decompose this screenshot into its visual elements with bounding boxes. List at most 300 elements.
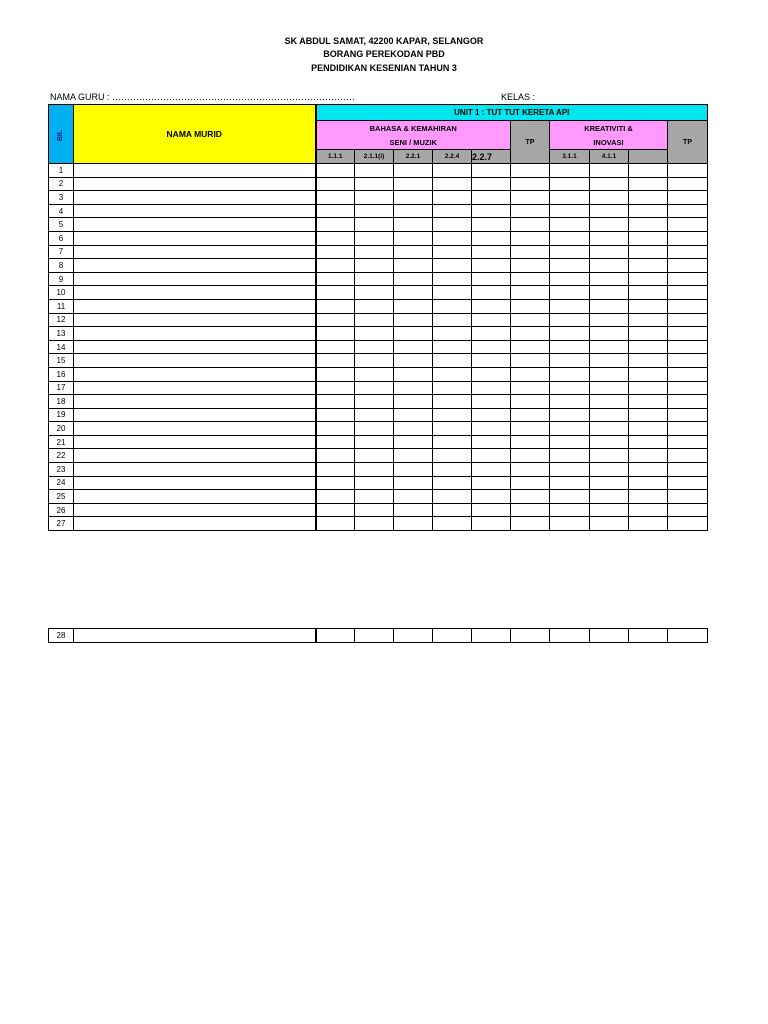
student-name-cell[interactable] bbox=[74, 231, 316, 245]
score-cell[interactable] bbox=[472, 340, 511, 354]
score-cell[interactable] bbox=[550, 354, 590, 368]
score-cell[interactable] bbox=[668, 422, 708, 436]
score-cell[interactable] bbox=[511, 218, 550, 232]
score-cell[interactable] bbox=[550, 476, 590, 490]
score-cell[interactable] bbox=[511, 381, 550, 395]
score-cell[interactable] bbox=[550, 177, 590, 191]
student-name-cell[interactable] bbox=[74, 259, 316, 273]
score-cell[interactable] bbox=[668, 177, 708, 191]
score-cell[interactable] bbox=[511, 191, 550, 205]
score-cell[interactable] bbox=[590, 218, 629, 232]
score-cell[interactable] bbox=[355, 435, 394, 449]
score-cell[interactable] bbox=[629, 463, 668, 477]
score-cell[interactable] bbox=[472, 490, 511, 504]
score-cell[interactable] bbox=[590, 286, 629, 300]
score-cell[interactable] bbox=[629, 503, 668, 517]
score-cell[interactable] bbox=[433, 313, 472, 327]
score-cell[interactable] bbox=[355, 476, 394, 490]
score-cell[interactable] bbox=[550, 191, 590, 205]
score-cell[interactable] bbox=[668, 218, 708, 232]
score-cell[interactable] bbox=[590, 435, 629, 449]
score-cell[interactable] bbox=[550, 367, 590, 381]
score-cell[interactable] bbox=[472, 313, 511, 327]
score-cell[interactable] bbox=[668, 517, 708, 531]
score-cell[interactable] bbox=[433, 629, 472, 643]
score-cell[interactable] bbox=[472, 476, 511, 490]
score-cell[interactable] bbox=[316, 245, 355, 259]
score-cell[interactable] bbox=[629, 449, 668, 463]
student-name-cell[interactable] bbox=[74, 245, 316, 259]
student-name-cell[interactable] bbox=[74, 218, 316, 232]
student-name-cell[interactable] bbox=[74, 517, 316, 531]
score-cell[interactable] bbox=[590, 503, 629, 517]
score-cell[interactable] bbox=[433, 449, 472, 463]
score-cell[interactable] bbox=[355, 503, 394, 517]
score-cell[interactable] bbox=[550, 449, 590, 463]
score-cell[interactable] bbox=[550, 629, 590, 643]
score-cell[interactable] bbox=[590, 191, 629, 205]
score-cell[interactable] bbox=[511, 629, 550, 643]
score-cell[interactable] bbox=[511, 422, 550, 436]
score-cell[interactable] bbox=[355, 313, 394, 327]
score-cell[interactable] bbox=[316, 286, 355, 300]
score-cell[interactable] bbox=[590, 408, 629, 422]
score-cell[interactable] bbox=[668, 327, 708, 341]
score-cell[interactable] bbox=[511, 476, 550, 490]
score-cell[interactable] bbox=[668, 449, 708, 463]
score-cell[interactable] bbox=[316, 463, 355, 477]
score-cell[interactable] bbox=[629, 490, 668, 504]
score-cell[interactable] bbox=[511, 435, 550, 449]
score-cell[interactable] bbox=[433, 164, 472, 178]
score-cell[interactable] bbox=[472, 449, 511, 463]
score-cell[interactable] bbox=[511, 463, 550, 477]
score-cell[interactable] bbox=[316, 422, 355, 436]
student-name-cell[interactable] bbox=[74, 490, 316, 504]
score-cell[interactable] bbox=[316, 231, 355, 245]
score-cell[interactable] bbox=[316, 218, 355, 232]
score-cell[interactable] bbox=[668, 354, 708, 368]
score-cell[interactable] bbox=[316, 164, 355, 178]
score-cell[interactable] bbox=[590, 245, 629, 259]
score-cell[interactable] bbox=[394, 395, 433, 409]
score-cell[interactable] bbox=[629, 422, 668, 436]
score-cell[interactable] bbox=[316, 272, 355, 286]
score-cell[interactable] bbox=[629, 164, 668, 178]
score-cell[interactable] bbox=[550, 231, 590, 245]
score-cell[interactable] bbox=[394, 327, 433, 341]
score-cell[interactable] bbox=[590, 381, 629, 395]
score-cell[interactable] bbox=[511, 490, 550, 504]
score-cell[interactable] bbox=[511, 449, 550, 463]
score-cell[interactable] bbox=[355, 245, 394, 259]
score-cell[interactable] bbox=[433, 408, 472, 422]
score-cell[interactable] bbox=[668, 381, 708, 395]
score-cell[interactable] bbox=[316, 313, 355, 327]
student-name-cell[interactable] bbox=[74, 435, 316, 449]
score-cell[interactable] bbox=[472, 367, 511, 381]
score-cell[interactable] bbox=[472, 354, 511, 368]
score-cell[interactable] bbox=[511, 177, 550, 191]
score-cell[interactable] bbox=[355, 286, 394, 300]
score-cell[interactable] bbox=[590, 340, 629, 354]
score-cell[interactable] bbox=[550, 463, 590, 477]
score-cell[interactable] bbox=[355, 259, 394, 273]
score-cell[interactable] bbox=[629, 476, 668, 490]
score-cell[interactable] bbox=[590, 517, 629, 531]
student-name-cell[interactable] bbox=[74, 177, 316, 191]
score-cell[interactable] bbox=[394, 245, 433, 259]
score-cell[interactable] bbox=[433, 204, 472, 218]
score-cell[interactable] bbox=[394, 435, 433, 449]
student-name-cell[interactable] bbox=[74, 164, 316, 178]
score-cell[interactable] bbox=[590, 463, 629, 477]
score-cell[interactable] bbox=[316, 476, 355, 490]
score-cell[interactable] bbox=[472, 218, 511, 232]
score-cell[interactable] bbox=[472, 164, 511, 178]
score-cell[interactable] bbox=[355, 381, 394, 395]
score-cell[interactable] bbox=[511, 286, 550, 300]
score-cell[interactable] bbox=[394, 408, 433, 422]
score-cell[interactable] bbox=[394, 164, 433, 178]
score-cell[interactable] bbox=[668, 313, 708, 327]
score-cell[interactable] bbox=[590, 313, 629, 327]
score-cell[interactable] bbox=[629, 218, 668, 232]
score-cell[interactable] bbox=[433, 245, 472, 259]
score-cell[interactable] bbox=[433, 286, 472, 300]
score-cell[interactable] bbox=[394, 177, 433, 191]
score-cell[interactable] bbox=[550, 204, 590, 218]
score-cell[interactable] bbox=[472, 381, 511, 395]
score-cell[interactable] bbox=[316, 354, 355, 368]
score-cell[interactable] bbox=[472, 503, 511, 517]
score-cell[interactable] bbox=[394, 422, 433, 436]
score-cell[interactable] bbox=[355, 231, 394, 245]
score-cell[interactable] bbox=[668, 503, 708, 517]
score-cell[interactable] bbox=[472, 422, 511, 436]
score-cell[interactable] bbox=[316, 259, 355, 273]
score-cell[interactable] bbox=[433, 476, 472, 490]
score-cell[interactable] bbox=[629, 313, 668, 327]
score-cell[interactable] bbox=[590, 272, 629, 286]
score-cell[interactable] bbox=[472, 286, 511, 300]
score-cell[interactable] bbox=[433, 463, 472, 477]
score-cell[interactable] bbox=[590, 204, 629, 218]
score-cell[interactable] bbox=[433, 381, 472, 395]
student-name-cell[interactable] bbox=[74, 299, 316, 313]
score-cell[interactable] bbox=[433, 340, 472, 354]
score-cell[interactable] bbox=[394, 299, 433, 313]
score-cell[interactable] bbox=[472, 177, 511, 191]
score-cell[interactable] bbox=[511, 204, 550, 218]
score-cell[interactable] bbox=[355, 340, 394, 354]
score-cell[interactable] bbox=[590, 422, 629, 436]
score-cell[interactable] bbox=[629, 272, 668, 286]
score-cell[interactable] bbox=[629, 381, 668, 395]
student-name-cell[interactable] bbox=[74, 381, 316, 395]
student-name-cell[interactable] bbox=[74, 449, 316, 463]
score-cell[interactable] bbox=[355, 422, 394, 436]
score-cell[interactable] bbox=[316, 299, 355, 313]
score-cell[interactable] bbox=[550, 503, 590, 517]
score-cell[interactable] bbox=[550, 327, 590, 341]
score-cell[interactable] bbox=[433, 327, 472, 341]
score-cell[interactable] bbox=[550, 299, 590, 313]
score-cell[interactable] bbox=[394, 367, 433, 381]
score-cell[interactable] bbox=[316, 191, 355, 205]
score-cell[interactable] bbox=[590, 395, 629, 409]
score-cell[interactable] bbox=[355, 395, 394, 409]
score-cell[interactable] bbox=[394, 231, 433, 245]
score-cell[interactable] bbox=[394, 476, 433, 490]
student-name-cell[interactable] bbox=[74, 476, 316, 490]
score-cell[interactable] bbox=[550, 435, 590, 449]
score-cell[interactable] bbox=[550, 245, 590, 259]
score-cell[interactable] bbox=[668, 191, 708, 205]
student-name-cell[interactable] bbox=[74, 367, 316, 381]
score-cell[interactable] bbox=[355, 490, 394, 504]
score-cell[interactable] bbox=[433, 299, 472, 313]
score-cell[interactable] bbox=[316, 367, 355, 381]
score-cell[interactable] bbox=[511, 340, 550, 354]
score-cell[interactable] bbox=[629, 367, 668, 381]
score-cell[interactable] bbox=[316, 204, 355, 218]
score-cell[interactable] bbox=[433, 490, 472, 504]
score-cell[interactable] bbox=[433, 177, 472, 191]
score-cell[interactable] bbox=[316, 381, 355, 395]
score-cell[interactable] bbox=[394, 381, 433, 395]
score-cell[interactable] bbox=[511, 272, 550, 286]
score-cell[interactable] bbox=[316, 340, 355, 354]
score-cell[interactable] bbox=[433, 231, 472, 245]
score-cell[interactable] bbox=[511, 395, 550, 409]
score-cell[interactable] bbox=[668, 395, 708, 409]
score-cell[interactable] bbox=[394, 629, 433, 643]
score-cell[interactable] bbox=[511, 503, 550, 517]
score-cell[interactable] bbox=[629, 395, 668, 409]
score-cell[interactable] bbox=[316, 449, 355, 463]
score-cell[interactable] bbox=[355, 517, 394, 531]
score-cell[interactable] bbox=[629, 286, 668, 300]
score-cell[interactable] bbox=[433, 503, 472, 517]
score-cell[interactable] bbox=[355, 354, 394, 368]
score-cell[interactable] bbox=[472, 327, 511, 341]
score-cell[interactable] bbox=[668, 367, 708, 381]
score-cell[interactable] bbox=[550, 408, 590, 422]
student-name-cell[interactable] bbox=[74, 354, 316, 368]
score-cell[interactable] bbox=[511, 299, 550, 313]
score-cell[interactable] bbox=[355, 367, 394, 381]
score-cell[interactable] bbox=[394, 354, 433, 368]
score-cell[interactable] bbox=[394, 204, 433, 218]
score-cell[interactable] bbox=[394, 191, 433, 205]
score-cell[interactable] bbox=[668, 164, 708, 178]
score-cell[interactable] bbox=[472, 435, 511, 449]
score-cell[interactable] bbox=[550, 272, 590, 286]
score-cell[interactable] bbox=[433, 395, 472, 409]
student-name-cell[interactable] bbox=[74, 629, 316, 643]
score-cell[interactable] bbox=[511, 354, 550, 368]
score-cell[interactable] bbox=[433, 191, 472, 205]
student-name-cell[interactable] bbox=[74, 272, 316, 286]
score-cell[interactable] bbox=[629, 340, 668, 354]
score-cell[interactable] bbox=[394, 517, 433, 531]
score-cell[interactable] bbox=[629, 245, 668, 259]
score-cell[interactable] bbox=[550, 422, 590, 436]
student-name-cell[interactable] bbox=[74, 422, 316, 436]
score-cell[interactable] bbox=[316, 395, 355, 409]
score-cell[interactable] bbox=[629, 354, 668, 368]
score-cell[interactable] bbox=[668, 286, 708, 300]
score-cell[interactable] bbox=[511, 231, 550, 245]
score-cell[interactable] bbox=[316, 490, 355, 504]
score-cell[interactable] bbox=[629, 629, 668, 643]
score-cell[interactable] bbox=[590, 259, 629, 273]
score-cell[interactable] bbox=[590, 449, 629, 463]
score-cell[interactable] bbox=[472, 191, 511, 205]
score-cell[interactable] bbox=[472, 517, 511, 531]
score-cell[interactable] bbox=[511, 259, 550, 273]
score-cell[interactable] bbox=[394, 286, 433, 300]
score-cell[interactable] bbox=[472, 272, 511, 286]
score-cell[interactable] bbox=[629, 191, 668, 205]
student-name-cell[interactable] bbox=[74, 204, 316, 218]
score-cell[interactable] bbox=[355, 449, 394, 463]
student-name-cell[interactable] bbox=[74, 286, 316, 300]
score-cell[interactable] bbox=[316, 629, 355, 643]
score-cell[interactable] bbox=[433, 367, 472, 381]
score-cell[interactable] bbox=[433, 218, 472, 232]
score-cell[interactable] bbox=[550, 340, 590, 354]
score-cell[interactable] bbox=[668, 408, 708, 422]
score-cell[interactable] bbox=[433, 272, 472, 286]
student-name-cell[interactable] bbox=[74, 463, 316, 477]
score-cell[interactable] bbox=[394, 490, 433, 504]
score-cell[interactable] bbox=[590, 490, 629, 504]
score-cell[interactable] bbox=[629, 259, 668, 273]
score-cell[interactable] bbox=[394, 218, 433, 232]
score-cell[interactable] bbox=[550, 259, 590, 273]
score-cell[interactable] bbox=[668, 629, 708, 643]
score-cell[interactable] bbox=[668, 299, 708, 313]
student-name-cell[interactable] bbox=[74, 340, 316, 354]
student-name-cell[interactable] bbox=[74, 191, 316, 205]
score-cell[interactable] bbox=[433, 354, 472, 368]
score-cell[interactable] bbox=[668, 463, 708, 477]
score-cell[interactable] bbox=[550, 517, 590, 531]
score-cell[interactable] bbox=[629, 327, 668, 341]
score-cell[interactable] bbox=[590, 231, 629, 245]
score-cell[interactable] bbox=[394, 272, 433, 286]
score-cell[interactable] bbox=[511, 327, 550, 341]
score-cell[interactable] bbox=[668, 245, 708, 259]
score-cell[interactable] bbox=[316, 408, 355, 422]
score-cell[interactable] bbox=[316, 503, 355, 517]
score-cell[interactable] bbox=[590, 367, 629, 381]
score-cell[interactable] bbox=[590, 177, 629, 191]
score-cell[interactable] bbox=[511, 408, 550, 422]
score-cell[interactable] bbox=[668, 476, 708, 490]
score-cell[interactable] bbox=[394, 449, 433, 463]
score-cell[interactable] bbox=[355, 408, 394, 422]
score-cell[interactable] bbox=[668, 272, 708, 286]
score-cell[interactable] bbox=[629, 231, 668, 245]
student-name-cell[interactable] bbox=[74, 503, 316, 517]
score-cell[interactable] bbox=[433, 422, 472, 436]
score-cell[interactable] bbox=[550, 164, 590, 178]
student-name-cell[interactable] bbox=[74, 408, 316, 422]
score-cell[interactable] bbox=[550, 286, 590, 300]
score-cell[interactable] bbox=[472, 463, 511, 477]
score-cell[interactable] bbox=[511, 313, 550, 327]
score-cell[interactable] bbox=[316, 517, 355, 531]
score-cell[interactable] bbox=[511, 367, 550, 381]
score-cell[interactable] bbox=[590, 164, 629, 178]
score-cell[interactable] bbox=[355, 177, 394, 191]
score-cell[interactable] bbox=[511, 164, 550, 178]
score-cell[interactable] bbox=[316, 177, 355, 191]
score-cell[interactable] bbox=[355, 164, 394, 178]
score-cell[interactable] bbox=[590, 629, 629, 643]
score-cell[interactable] bbox=[355, 629, 394, 643]
score-cell[interactable] bbox=[629, 299, 668, 313]
score-cell[interactable] bbox=[550, 313, 590, 327]
score-cell[interactable] bbox=[629, 408, 668, 422]
score-cell[interactable] bbox=[433, 259, 472, 273]
score-cell[interactable] bbox=[472, 231, 511, 245]
score-cell[interactable] bbox=[629, 517, 668, 531]
score-cell[interactable] bbox=[511, 517, 550, 531]
score-cell[interactable] bbox=[590, 327, 629, 341]
score-cell[interactable] bbox=[355, 204, 394, 218]
score-cell[interactable] bbox=[629, 435, 668, 449]
score-cell[interactable] bbox=[394, 463, 433, 477]
score-cell[interactable] bbox=[472, 299, 511, 313]
score-cell[interactable] bbox=[550, 381, 590, 395]
student-name-cell[interactable] bbox=[74, 327, 316, 341]
score-cell[interactable] bbox=[355, 272, 394, 286]
score-cell[interactable] bbox=[550, 218, 590, 232]
score-cell[interactable] bbox=[355, 191, 394, 205]
score-cell[interactable] bbox=[355, 218, 394, 232]
score-cell[interactable] bbox=[472, 245, 511, 259]
score-cell[interactable] bbox=[472, 408, 511, 422]
score-cell[interactable] bbox=[668, 435, 708, 449]
score-cell[interactable] bbox=[472, 395, 511, 409]
score-cell[interactable] bbox=[590, 299, 629, 313]
score-cell[interactable] bbox=[355, 327, 394, 341]
score-cell[interactable] bbox=[550, 395, 590, 409]
score-cell[interactable] bbox=[629, 177, 668, 191]
score-cell[interactable] bbox=[629, 204, 668, 218]
student-name-cell[interactable] bbox=[74, 313, 316, 327]
score-cell[interactable] bbox=[316, 435, 355, 449]
score-cell[interactable] bbox=[472, 629, 511, 643]
score-cell[interactable] bbox=[355, 299, 394, 313]
score-cell[interactable] bbox=[668, 231, 708, 245]
score-cell[interactable] bbox=[668, 204, 708, 218]
score-cell[interactable] bbox=[511, 245, 550, 259]
student-name-cell[interactable] bbox=[74, 395, 316, 409]
score-cell[interactable] bbox=[668, 340, 708, 354]
score-cell[interactable] bbox=[550, 490, 590, 504]
score-cell[interactable] bbox=[668, 259, 708, 273]
score-cell[interactable] bbox=[433, 517, 472, 531]
score-cell[interactable] bbox=[590, 476, 629, 490]
score-cell[interactable] bbox=[316, 327, 355, 341]
score-cell[interactable] bbox=[472, 204, 511, 218]
score-cell[interactable] bbox=[590, 354, 629, 368]
